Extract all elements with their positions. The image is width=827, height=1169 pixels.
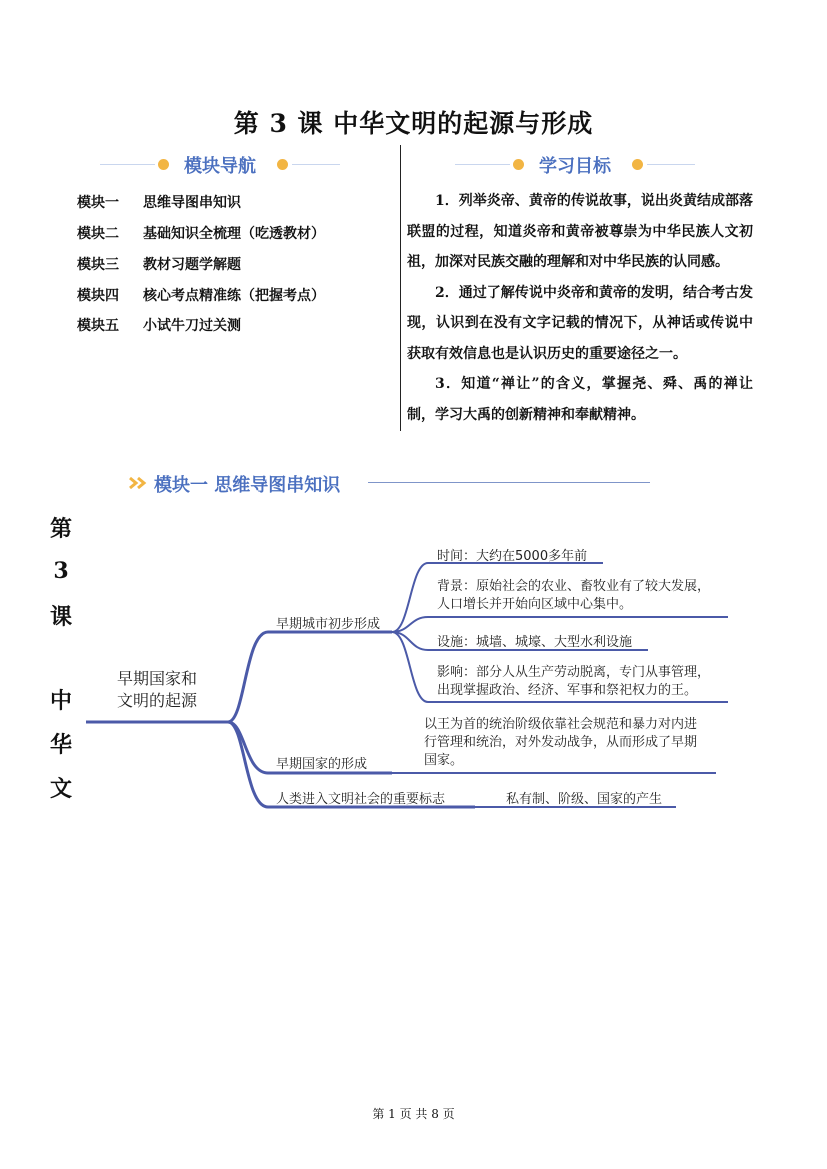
nav-item[interactable]: 模块二 基础知识全梳理（吃透教材） bbox=[77, 226, 325, 242]
nav-item[interactable]: 模块三 教材习题学解题 bbox=[77, 257, 241, 273]
objectives-heading-text: 学习目标 bbox=[539, 156, 611, 177]
side-title-char: 3 bbox=[53, 558, 69, 584]
mindmap-root: 早期国家和 文明的起源 bbox=[117, 669, 198, 710]
page-title: 第 3 课 中华文明的起源与形成 bbox=[233, 109, 594, 138]
objective-item: 3．知道“禅让”的含义，掌握尧、舜、禹的禅让制，学习大禹的创新精神和奉献精神。 bbox=[407, 376, 753, 423]
side-title-char: 中 bbox=[49, 688, 72, 714]
mindmap-leaf: 私有制、阶级、国家的产生 bbox=[506, 792, 663, 807]
objective-item: 1．列举炎帝、黄帝的传说故事，说出炎黄结成部落联盟的过程，知道炎帝和黄帝被尊崇为中华民族人文初祖，加深对民族交融的理解和对中华民族的认同感。 bbox=[407, 193, 753, 270]
mindmap-branch: 早期国家的形成 bbox=[276, 757, 368, 772]
side-title-char: 课 bbox=[49, 604, 72, 630]
side-title-char: 文 bbox=[49, 776, 72, 802]
side-title-char: 华 bbox=[49, 732, 72, 758]
mindmap-branch: 人类进入文明社会的重要标志 bbox=[276, 792, 446, 807]
module1-heading-text: 模块一 思维导图串知识 bbox=[154, 475, 341, 496]
nav-item[interactable]: 模块一 思维导图串知识 bbox=[77, 195, 241, 211]
side-title-char: 第 bbox=[49, 516, 72, 542]
nav-item[interactable]: 模块四 核心考点精准练（把握考点） bbox=[77, 288, 325, 304]
nav-item[interactable]: 模块五 小试牛刀过关测 bbox=[77, 318, 241, 334]
mindmap-leaf: 以王为首的统治阶级依靠社会规范和暴力对内进 行管理和统治，对外发动战争，从而形成了早期 国家。 bbox=[424, 717, 698, 768]
mindmap-leaf: 设施：城墙、城壕、大型水利设施 bbox=[437, 635, 633, 650]
mindmap-leaf: 时间：大约在5000多年前 bbox=[437, 549, 588, 564]
mindmap-leaf: 影响：部分人从生产劳动脱离，专门从事管理， 出现掌握政治、经济、军事和祭祀权力的王。 bbox=[437, 665, 711, 698]
mindmap-leaf: 背景：原始社会的农业、畜牧业有了较大发展， 人口增长并开始向区域中心集中。 bbox=[437, 579, 711, 612]
objective-item: 2．通过了解传说中炎帝和黄帝的发明，结合考古发现，认识到在没有文字记载的情况下，从神话或传说中获取有效信息也是认识历史的重要途径之一。 bbox=[407, 284, 753, 362]
page-footer: 第 1 页 共 8 页 bbox=[372, 1107, 455, 1121]
nav-heading-text: 模块导航 bbox=[184, 156, 256, 177]
mindmap-branch: 早期城市初步形成 bbox=[276, 617, 381, 632]
